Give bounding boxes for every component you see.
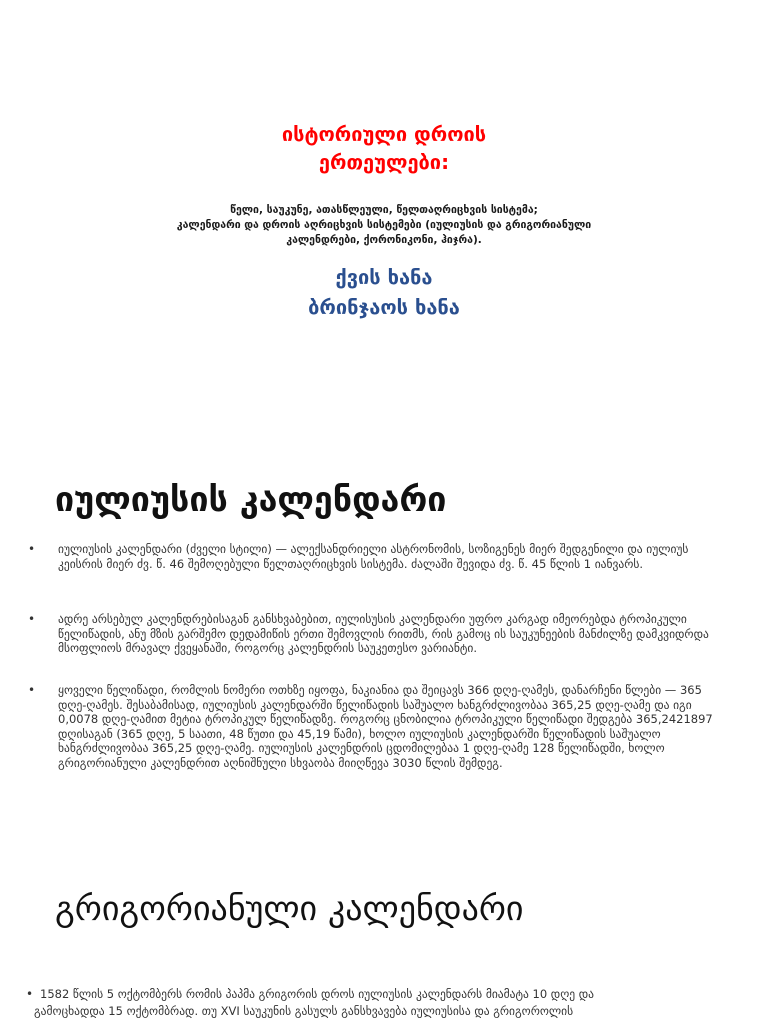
bullet-icon: • (26, 987, 34, 1001)
bullet-text: იულიუსის კალენდარი (ძველი სტილი) — ალექსანდრიელი ასტრონომის, სოზიგენეს მიერ შედგენილი და იულიუს კეისრის მიერ ძვ. წ. 46 შემოღებული წელთაღრიცხვის სისტემა. ძალაში შევიდა ძვ. წ. 45 წლის 1 იანვარს. (58, 542, 689, 571)
list-item (28, 612, 718, 656)
bullet-list (28, 683, 718, 770)
subtitle-line-3: კალენდრები, ქორონიკონი, ჰიჯრა). (286, 234, 482, 246)
bullet-icon: • (28, 683, 36, 697)
title-line-1: ისტორიული დროის (281, 122, 487, 146)
ages-list (0, 262, 768, 322)
bronze-age: ბრინჯაოს ხანა (308, 295, 460, 319)
slide-title: იულიუსის კალენდარი (55, 480, 447, 520)
list-item (28, 683, 718, 770)
bullet-list (28, 612, 718, 656)
list-item (28, 986, 718, 1020)
bullet-text: ყოველი წელიწადი, რომლის ნომერი ოთხზე იყოფა, ნაკიანია და შეიცავს 366 დღე-ღამეს, დანარჩენი წლები — 365 დღე-ღამეს. შესაბამისად, იულიუსის კალენდარში წელიწადის საშუალო ხანგრძლივობაა 365,25 დღე-ღამე და იგი 0,0078 დღე-ღამით მეტია ტროპიკულ წელიწადზე. როგორც ცნობილია ტროპიკული წელიწადი შედგება 365,2421897 დღისაგან (365 დღე, 5 საათი, 48 წუთი და 45,19 წამი), ხოლო იულიუსის კალენდარში წელიწადის საშუალო ხანგრძლივობაა 365,25 დღე-ღამე. იულიუსის კალენდრის ცდომილებაა 1 დღე-ღამე 128 წელიწადში, ხოლო გრიგორიანული კალენდრით აღნიშნული სხვაობა მიიღწევა 3030 წლის შემდეგ. (58, 683, 713, 770)
title-line-2: ერთეულები: (318, 150, 450, 174)
bullet-list (28, 986, 718, 1020)
bullet-text: ადრე არსებულ კალენდრებისაგან განსხვაბებით, იულისუსის კალენდარი უფრო კარგად იმეორებდა ტროპიკული წელიწადის, ანუ მზის გარშემო დედამიწის ერთი შემოვლის რითმს, რის გამოც ის საუკუნეების მანძილზე დამკვიდრდა მსოფლიოს მრავალ ქვეყანაში, როგორც კალენდრის საუკეთესო ვარიანტი. (58, 612, 709, 655)
bullet-text-line-1: 1582 წლის 5 ოქტომბერს რომის პაპმა გრიგორის დროს იულიუსის კალენდარს მიამატა 10 დღე და (40, 987, 594, 1001)
slide-title (0, 120, 768, 176)
bullet-list (28, 542, 718, 571)
subtitle-line-1: წელი, საუკუნე, ათასწლეული, წელთაღრიცხვის სისტემა; (230, 204, 538, 216)
bullet-text-line-2: გამოცხადდა 15 ოქტომბრად. თუ XVI საუკუნის გასულს განსხვავება იულიუსისა და გრიგოროლის (34, 1004, 574, 1018)
slide-historical-time-units (0, 0, 768, 430)
bullet-icon: • (28, 542, 36, 556)
slide-julian-calendar (0, 440, 768, 860)
stone-age: ქვის ხანა (335, 265, 433, 289)
bullet-icon: • (28, 612, 36, 626)
list-item (28, 542, 718, 571)
subtitle-line-2: კალენდარი და დროის აღრიცხვის სისტემები (იულიუსის და გრიგორიანული (176, 219, 592, 231)
slide-gregorian-calendar (0, 862, 768, 1024)
slide-title: გრიგორიანული კალენდარი (55, 889, 524, 929)
slide-subtitle (100, 203, 668, 248)
